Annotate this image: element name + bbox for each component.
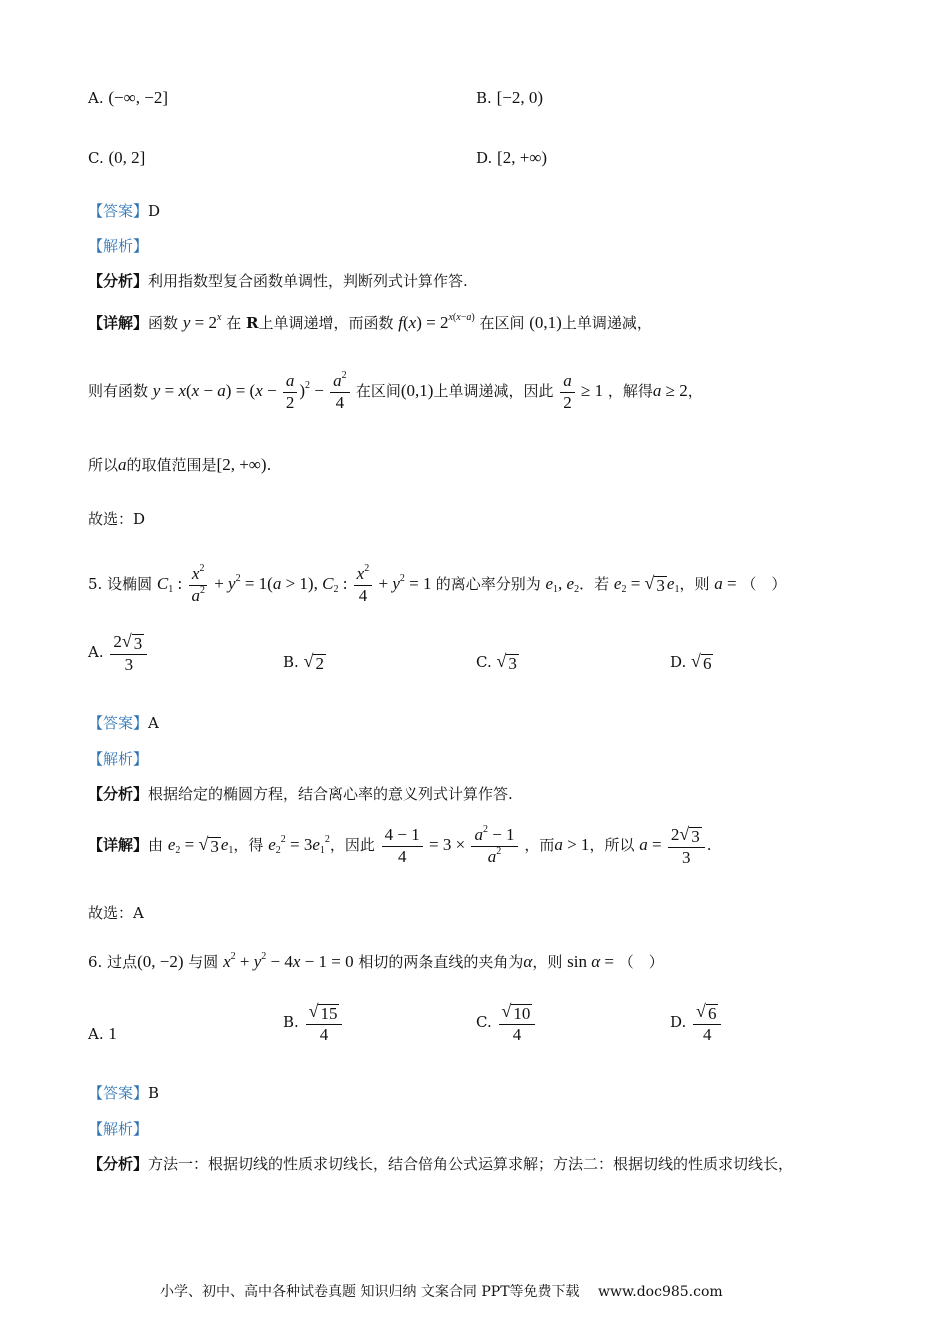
q4-option-b-value: [−2, 0) — [496, 88, 543, 107]
q4-detail-line-3: 所以a的取值范围是[2, +∞). — [88, 455, 272, 474]
q6-stem: 6. 过点(0, −2) 与圆 $x^2 + y^2 - 4x - 1 = 0$ 相切的两条直线的夹角为α，则 sin α = （ ） — [88, 951, 664, 971]
q4-option-a: A. (−∞, −2] — [88, 88, 169, 107]
q5-choose: 故选：A — [88, 904, 144, 922]
q4-option-d-value: [2, +∞) — [497, 148, 548, 167]
q4-option-c-value: (0, 2] — [108, 148, 146, 167]
q5-option-c: C. √ 3 — [476, 651, 517, 673]
q6-fenxi: 【分析】方法一：根据切线的性质求切线长，结合倍角公式运算求解；方法二：根据切线的性质求切线长， — [88, 1155, 794, 1173]
q4-answer: 【答案】D — [88, 202, 161, 220]
q5-option-b: B. √ 2 — [283, 651, 324, 673]
q6-option-b: B. √ 15 4 — [283, 1002, 344, 1045]
q5-fenxi: 【分析】根据给定的椭圆方程，结合离心率的意义列式计算作答. — [88, 785, 513, 803]
q5-option-d: D. √ 6 — [670, 651, 712, 673]
q5-option-a: A. 2 √ 3 3 — [88, 632, 149, 675]
q4-choose: 故选：D — [88, 510, 146, 528]
q6-option-a: A. 1 — [88, 1024, 117, 1043]
q4-detail-line-2: 则有函数 y = x(x − a) = (x − $\frac{a}{2}$ )$^2$ − $\frac{a^2}{4}$ 在区间(0,1)上单调递减，因此 $\frac{a}{2}$ ≥ 1 ，解得a ≥ 2， — [88, 370, 703, 412]
q5-stem: 5. 设椭圆 $C_1$ : $\frac{x^2}{a^2}$ + $y^2 = 1(a > 1)$, $C_2$ : $\frac{x^2}{4}$ + $y^2 = 1$ 的离心率分别为 $e_1$, $e_2$．若 $e_2$ = √ 3 $e_1$，则 a = （ ） — [88, 563, 787, 605]
q6-analysis-tag: 【解析】 — [88, 1120, 149, 1138]
q4-option-c: C. (0, 2] — [88, 148, 146, 167]
q4-option-b: B. [−2, 0) — [476, 88, 543, 107]
q6-option-d: D. √ 6 4 — [670, 1002, 723, 1045]
q5-analysis-tag: 【解析】 — [88, 750, 149, 768]
q4-option-d: D. [2, +∞) — [476, 148, 548, 167]
q4-fenxi: 【分析】利用指数型复合函数单调性，判断列式计算作答. — [88, 272, 468, 290]
q4-option-a-value: (−∞, −2] — [108, 88, 169, 107]
q5-detail: 【详解】由 $e_2$ = √ 3 $e_1$，得 $e_2^2 = 3e_1^2$，因此 $\frac{4 - 1}{4}$ = 3 × $\frac{a^2 - 1}{a^2}$ ，而a > 1，所以 a = 2 √ 3 3 . — [88, 824, 712, 867]
q5-answer: 【答案】A — [88, 714, 159, 732]
q4-analysis-tag: 【解析】 — [88, 237, 149, 255]
q6-option-c: C. √ 10 4 — [476, 1002, 537, 1045]
page-footer: 小学、初中、高中各种试卷真题 知识归纳 文案合同 PPT等免费下载 www.doc985.com — [160, 1284, 723, 1300]
q4-detail-line-1: 【详解】函数 $y = 2^x$ 在 R上单调递增，而函数 $f(x) = 2^{x(x-a)}$ 在区间 (0,1)上单调递减， — [88, 312, 652, 332]
q6-answer: 【答案】B — [88, 1084, 160, 1102]
